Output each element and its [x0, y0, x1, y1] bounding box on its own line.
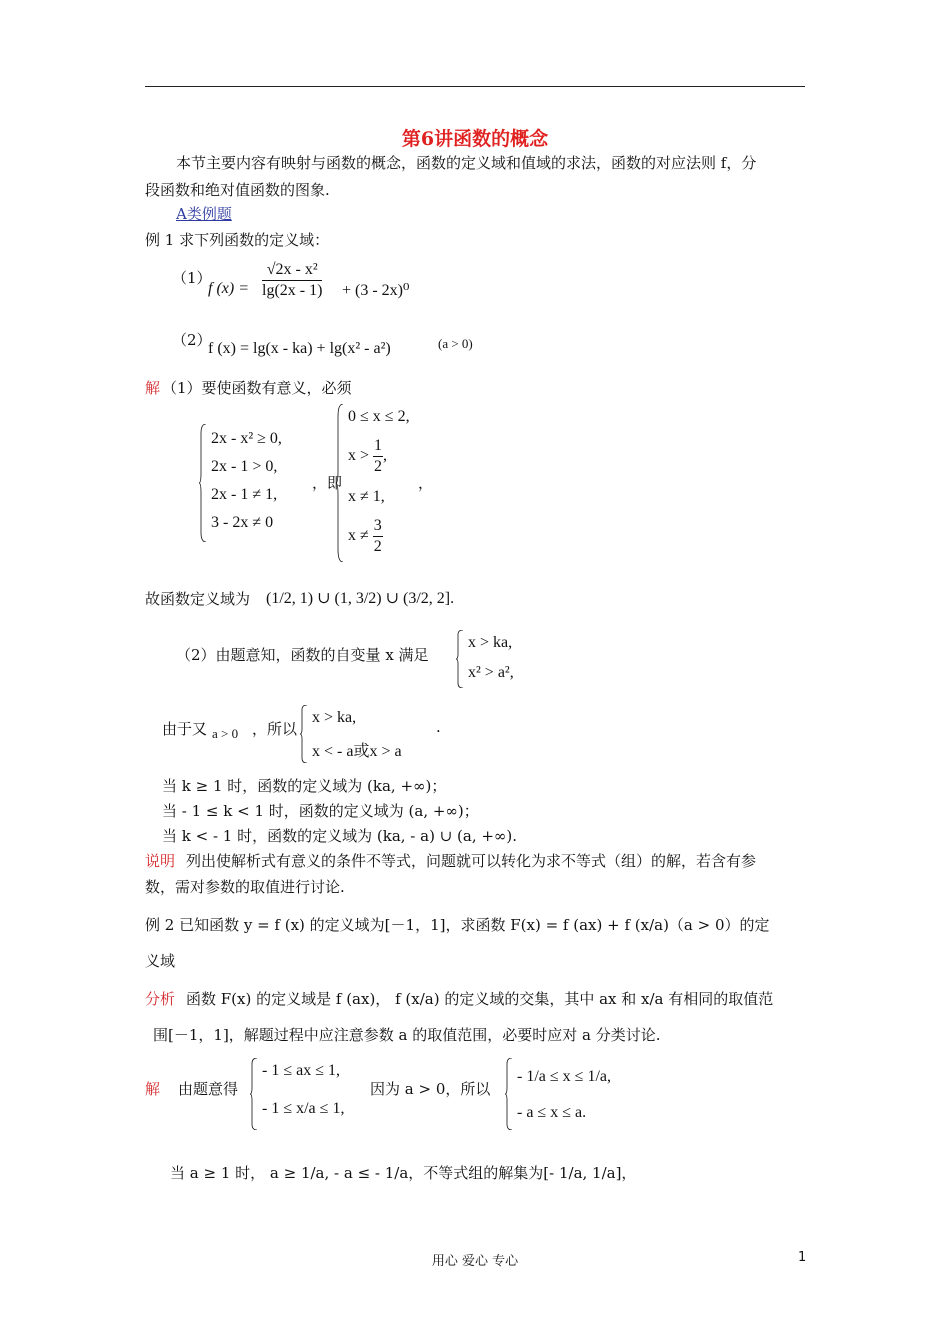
system-2-row-2-text: x > [348, 447, 370, 465]
analysis-line-2: 围[－1，1]，解题过程中应注意参数 a 的取值范围，必要时应对 a 分类讨论. [153, 1026, 661, 1044]
page-title: 第6讲函数的概念 [401, 128, 549, 150]
ex1-part2-condition: (a > 0) [438, 336, 473, 351]
solution-1-tag: 解 [145, 379, 161, 397]
ex1-part1-denominator: lg(2x - 1) [262, 282, 323, 299]
ex1-part1-label: （1） [172, 269, 212, 287]
solution-2-dot: . [436, 718, 441, 736]
brace-icon [250, 1058, 258, 1130]
ex1-part1-numerator: √2x - x² [262, 262, 322, 281]
solution-2-system-1 [456, 630, 546, 688]
solution-2-system-2 [300, 705, 430, 763]
example-2-line-1: 例 2 已知函数 y = f (x) 的定义域为[－1，1]，求函数 F(x) = f (ax) + f (x/a)（a > 0）的定 [145, 916, 770, 934]
solution-2-line2-a: 由于又 [162, 720, 208, 738]
solution-2-system-2-row-1: x > ka, [312, 709, 357, 726]
solution-1-intro: （1）要使函数有意义，必须 [162, 379, 352, 397]
system-2-row-4-denominator: 2 [373, 538, 382, 555]
solution-2-system-2-row-2: x < - a或x > a [312, 743, 402, 760]
system-2-row-2-denominator: 2 [374, 458, 383, 475]
footer-slogan: 用心 爱心 专心 [431, 1254, 519, 1269]
brace-icon [336, 404, 344, 562]
solution-1-conclusion: 故函数定义域为 [145, 590, 251, 608]
system-1-row-4: 3 - 2x ≠ 0 [211, 514, 274, 531]
system-2-row-4-numerator: 3 [373, 518, 383, 537]
solution-1-comma: ， [418, 474, 434, 492]
system-2-row-2: x > $\frac{1}{2}$ , [348, 437, 388, 475]
brace-icon [505, 1058, 513, 1130]
case-3: 当 k < - 1 时，函数的定义域为 (ka, - a) ∪ (a, +∞). [162, 827, 518, 845]
system-2-row-3: x ≠ 1, [348, 488, 385, 505]
solution-3-last: 当 a ≥ 1 时， a ≥ 1/a, - a ≤ - 1/a，不等式组的解集为[- 1/a, 1/a]， [170, 1164, 637, 1182]
system-1-row-1: 2x - x² ≥ 0, [211, 430, 282, 447]
solution-2-line2-c: ，所以 [252, 720, 298, 738]
solution-2-line2-b: a > 0 [212, 726, 239, 741]
solution-3-mid: 因为 a > 0，所以 [370, 1080, 491, 1098]
solution-3-system-2-row-1: - 1/a ≤ x ≤ 1/a, [517, 1068, 611, 1085]
solution-1-system-1 [199, 424, 309, 542]
analysis-line-1: 函数 F(x) 的定义域是 f (ax)， f (x/a) 的定义域的交集，其中 ax 和 x/a 有相同的取值范 [186, 990, 774, 1008]
system-2-row-1: 0 ≤ x ≤ 2, [348, 408, 410, 425]
page-number: 1 [798, 1250, 807, 1265]
note-line-1: 列出使解析式有意义的条件不等式，问题就可以转化为求不等式（组）的解，若含有参 [186, 852, 757, 870]
solution-3-system-2-row-2: - a ≤ x ≤ a. [517, 1104, 587, 1121]
solution-2-system-1-row-2: x² > a², [468, 664, 514, 681]
ex1-part1-fraction [262, 262, 322, 299]
case-1: 当 k ≥ 1 时，函数的定义域为 (ka, +∞)； [162, 777, 447, 795]
ex1-part2-label: （2） [172, 331, 212, 349]
solution-3-system-1 [250, 1058, 360, 1130]
example-1-heading: 例 1 求下列函数的定义域： [145, 231, 330, 249]
note-line-2: 数，需对参数的取值进行讨论. [145, 878, 345, 896]
solution-1-ji: ，即 [312, 474, 343, 492]
brace-icon [300, 705, 308, 763]
solution-1-system-2 [336, 404, 426, 562]
solution-3-intro: 由题意得 [178, 1080, 239, 1098]
example-2-line-2: 义域 [145, 952, 176, 970]
solution-3-system-1-row-1: - 1 ≤ ax ≤ 1, [262, 1062, 340, 1079]
solution-3-system-2 [505, 1058, 645, 1130]
section-a-link[interactable]: A类例题 [176, 205, 232, 223]
system-2-row-4-text: x ≠ [348, 527, 369, 545]
solution-2-system-1-row-1: x > ka, [468, 634, 513, 651]
header-rule [145, 86, 805, 87]
analysis-tag: 分析 [145, 990, 176, 1008]
system-2-row-2-numerator: 1 [373, 438, 383, 457]
system-2-row-4 [348, 518, 383, 555]
solution-3-system-1-row-2: - 1 ≤ x/a ≤ 1, [262, 1100, 345, 1117]
system-1-row-2: 2x - 1 > 0, [211, 458, 278, 475]
solution-3-tag: 解 [145, 1080, 161, 1098]
intro-line-1: 本节主要内容有映射与函数的概念，函数的定义域和值域的求法，函数的对应法则 f，分 [176, 154, 757, 172]
brace-icon [199, 424, 207, 542]
brace-icon [456, 630, 464, 688]
solution-2-intro: （2）由题意知，函数的自变量 x 满足 [176, 646, 429, 664]
ex1-part1-tail: + (3 - 2x)⁰ [342, 282, 410, 299]
solution-1-conclusion-math: (1/2, 1) ∪ (1, 3/2) ∪ (3/2, 2]. [266, 590, 455, 607]
ex1-part1-f: f (x) = [208, 280, 249, 297]
intro-line-2: 段函数和绝对值函数的图象. [145, 181, 330, 199]
note-tag: 说明 [145, 852, 176, 870]
case-2: 当 - 1 ≤ k < 1 时，函数的定义域为 (a, +∞)； [162, 802, 479, 820]
ex1-part2-f: f (x) = lg(x - ka) + lg(x² - a²) [208, 340, 391, 357]
system-1-row-3: 2x - 1 ≠ 1, [211, 486, 278, 503]
